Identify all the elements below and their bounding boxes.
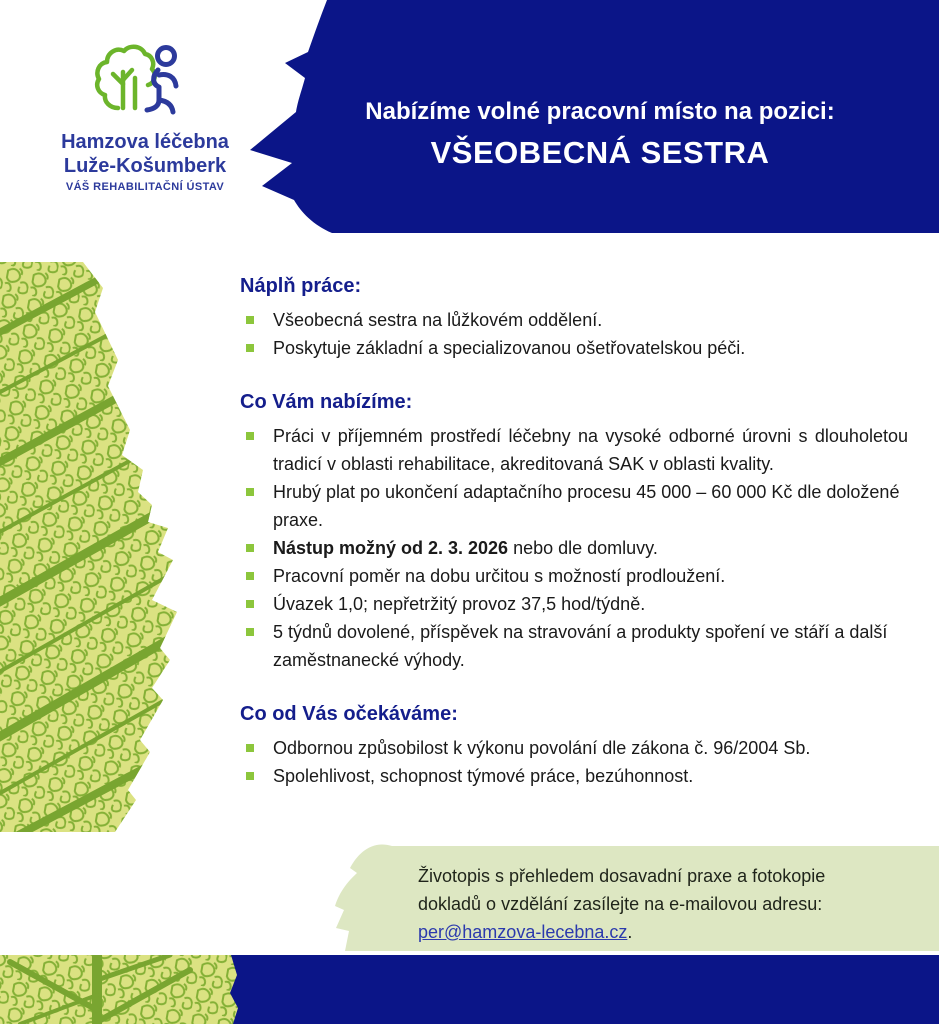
bullet-square-icon xyxy=(246,488,254,496)
list-item-text: Spolehlivost, schopnost týmové práce, bezúhonnost. xyxy=(273,766,694,786)
instructions-period: . xyxy=(627,922,633,942)
hospital-name-line2: Luže-Košumberk xyxy=(63,155,227,177)
bottom-leaf-decoration xyxy=(0,955,240,1024)
list-item xyxy=(240,478,908,534)
instructions-text: Životopis s přehledem dosavadní praxe a fotokopie dokladů o vzdělání zasílejte na e-mailovou adresu: xyxy=(418,866,826,914)
list-item-text: nebo dle domluvy. xyxy=(508,538,658,558)
tree-and-person-logo-icon xyxy=(90,42,200,130)
list-item-text-bold: Nástup možný od 2. 3. 2026 xyxy=(273,538,509,558)
banner-intro-text: Nabízíme volné pracovní místo na pozici: xyxy=(365,98,835,125)
bullet-square-icon xyxy=(246,772,254,780)
napln-prace-list xyxy=(240,306,908,362)
bullet-square-icon xyxy=(246,600,254,608)
bullet-square-icon xyxy=(246,628,254,636)
list-item-text: 5 týdnů dovolené, příspěvek na stravování a produkty spoření ve stáří a další zaměstnanecké výhody. xyxy=(273,622,888,670)
co-od-vas-ocekavame-list xyxy=(240,734,908,790)
section-heading-co-vam-nabizime: Co Vám nabízíme: xyxy=(240,391,413,413)
application-instructions xyxy=(418,862,888,946)
list-item-text: Úvazek 1,0; nepřetržitý provoz 37,5 hod/týdně. xyxy=(273,594,646,614)
bullet-square-icon xyxy=(246,744,254,752)
bullet-square-icon xyxy=(246,316,254,324)
bullet-square-icon xyxy=(246,572,254,580)
bottom-navy-bar xyxy=(228,955,939,1024)
list-item xyxy=(240,618,908,674)
list-item xyxy=(240,590,908,618)
bullet-square-icon xyxy=(246,544,254,552)
hospital-tagline: VÁŠ REHABILITAČNÍ ÚSTAV xyxy=(65,181,225,193)
list-item-text: Práci v příjemném prostředí léčebny na vysoké odborné úrovni s dlouholetou tradicí v oblasti rehabilitace, akreditovaná SAK v oblasti kvality. xyxy=(273,426,908,474)
list-item xyxy=(240,734,908,762)
list-item xyxy=(240,306,908,334)
leaf-photo-decoration xyxy=(0,262,200,833)
list-item xyxy=(240,334,908,362)
list-item-text: Hrubý plat po ukončení adaptačního procesu 45 000 – 60 000 Kč dle doložené praxe. xyxy=(273,482,900,530)
bullet-square-icon xyxy=(246,432,254,440)
list-item xyxy=(240,534,908,562)
job-details xyxy=(240,272,908,790)
bottom-bar xyxy=(0,955,939,1024)
list-item-text: Poskytuje základní a specializovanou ošetřovatelskou péči. xyxy=(273,338,746,358)
hospital-logo xyxy=(55,42,235,193)
co-vam-nabizime-list xyxy=(240,422,908,674)
section-heading-napln-prace: Náplň práce: xyxy=(240,275,362,297)
list-item-text: Všeobecná sestra na lůžkovém oddělení. xyxy=(273,310,603,330)
list-item xyxy=(240,562,908,590)
job-position-title: VŠEOBECNÁ SESTRA xyxy=(430,135,770,170)
section-heading-co-od-vas-ocekavame: Co od Vás očekáváme: xyxy=(240,703,458,725)
list-item xyxy=(240,762,908,790)
list-item-text: Pracovní poměr na dobu určitou s možností prodloužení. xyxy=(273,566,726,586)
hospital-name-line1: Hamzova léčebna xyxy=(61,131,229,153)
bullet-square-icon xyxy=(246,344,254,352)
email-link[interactable]: per@hamzova-lecebna.cz xyxy=(418,922,628,942)
list-item xyxy=(240,422,908,478)
list-item-text: Odbornou způsobilost k výkonu povolání dle zákona č. 96/2004 Sb. xyxy=(273,738,811,758)
banner xyxy=(330,96,870,174)
hospital-name xyxy=(55,130,235,178)
